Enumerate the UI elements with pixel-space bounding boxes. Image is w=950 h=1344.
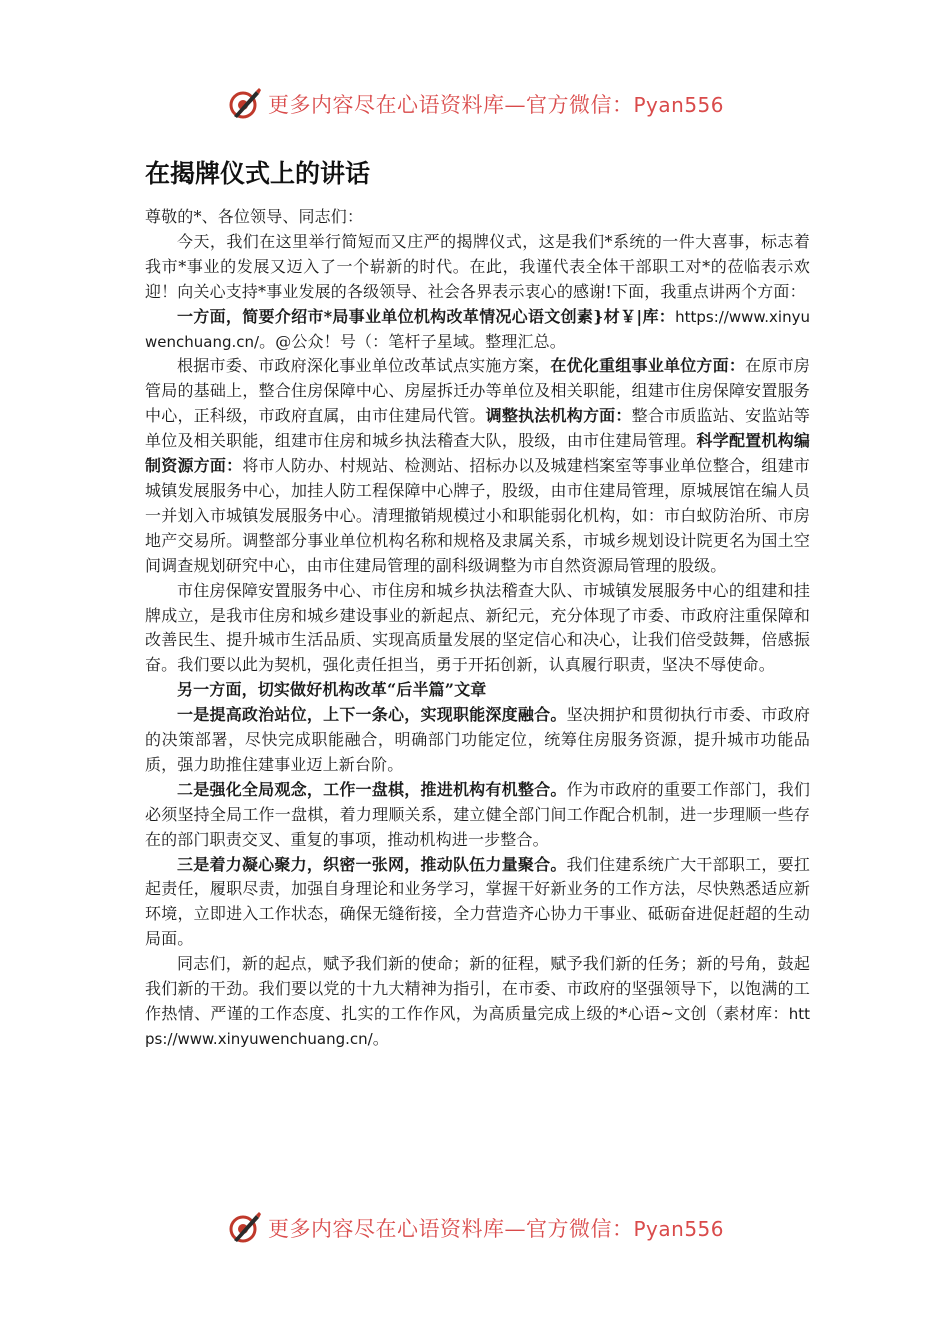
point-two-heading: 二是强化全局观念，工作一盘棋，推进机构有机整合。 — [177, 779, 567, 799]
paragraph-section-one-heading — [145, 305, 810, 355]
banner-text — [268, 89, 724, 119]
reform-intro: 根据市委、市政府深化事业单位改革试点实施方案， — [177, 356, 551, 376]
salutation: 尊敬的*、各位领导、同志们： — [145, 207, 364, 226]
paragraph-point-one — [145, 703, 810, 778]
point-one-heading: 一是提高政治站位，上下一条心，实现职能深度融合。 — [177, 705, 567, 725]
paragraph-opening: 今天，我们在这里举行简短而又庄严的揭牌仪式，这是我们*系统的一件大喜事，标志着我市*事业的发展又迈入了一个崭新的时代。在此，我谨代表全体干部职工对*的莅临表示欢迎！向关心支持*事业发展的各级领导、社会各界表示衷心的感谢!下面，我重点讲两个方面： — [145, 231, 810, 301]
reform-text-staffing: 将市人防办、村规站、检测站、招标办以及城建档案室等事业单位整合，组建市城镇发展服务中心，加挂人防工程保障中心牌子，股级，由市住建局管理，原城展馆在编人员一并划入市城镇发展服务中心。清理撤销规模过小和职能弱化机构，如：市白蚁防治所、市房地产交易所。调整部分事业单位机构名称和规格及隶属关系，市城乡规划设计院更名为国土空间调查规划研究中心，由市住建局管理的副科级调整为市自然资源局管理的股级。 — [145, 456, 810, 575]
footer-watermark-banner — [0, 1208, 950, 1248]
banner-wechat-id: Pyan556 — [633, 1217, 724, 1241]
reform-heading-enforcement: 调整执法机构方面： — [485, 406, 632, 426]
closing-text: 同志们，新的起点，赋予我们新的使命；新的征程，赋予我们新的任务；新的号角，鼓起我们新的干劲。我们要以党的十九大精神为指引，在市委、市政府的坚强领导下，以饱满的工作热情、严谨的工作态度、扎实的工作作风，为高质量完成上级的*心语~文创（素材库： — [145, 954, 810, 1023]
section-one-heading: 一方面，简要介绍市*局事业单位机构改革情况心语文创素}材￥|库： — [177, 306, 676, 326]
speech-body — [145, 205, 810, 1052]
banner-text — [268, 1213, 724, 1243]
banner-wechat-id: Pyan556 — [633, 93, 724, 117]
document-title: 在揭牌仪式上的讲话 — [145, 159, 371, 188]
point-three-text: 我们住建系统广大干部职工，要扛起责任，履职尽责，加强自身理论和业务学习，掌握干好新业务的工作方法，尽快熟悉适应新环境，立即进入工作状态，确保无缝衔接，全力营造齐心协力干事业、砥砺奋进促赶超的生动局面。 — [145, 854, 810, 949]
point-two-text: 作为市政府的重要工作部门，我们必须坚持全局工作一盘棋，着力理顺关系，建立健全部门间工作配合机制，进一步理顺一些存在的部门职责交叉、重复的事项，推动机构进一步整合。 — [145, 779, 810, 849]
header-watermark-banner — [0, 84, 950, 124]
closing-url-link[interactable]: https://www.xinyuwenchuang.cn/ — [145, 1005, 810, 1048]
banner-label: 更多内容尽在心语资料库—官方微信： — [267, 93, 634, 117]
section-two-heading: 另一方面，切实做好机构改革“后半篇”文章 — [177, 680, 487, 700]
reform-heading-staffing: 科学配置机构编制资源方面： — [145, 431, 810, 476]
paragraph-reform-details — [145, 354, 810, 578]
point-one-text: 坚决拥护和贯彻执行市委、市政府的决策部署，尽快完成职能融合，明确部门功能定位，统筹住房服务资源，提升城市功能品质，强力助推住建事业迈上新台阶。 — [145, 705, 810, 774]
banner-content — [226, 86, 724, 122]
closing-end: 。 — [372, 1028, 389, 1048]
paragraph-significance: 市住房保障安置服务中心、市住房和城乡执法稽查大队、市城镇发展服务中心的组建和挂牌成立，是我市住房和城乡建设事业的新起点、新纪元，充分体现了市委、市政府注重保障和改善民生、提升城市生活品质、实现高质量发展的坚定信心和决心，让我们倍受鼓舞，倍感振奋。我们要以此为契机，强化责任担当，勇于开拓创新，认真履行职责，坚决不辱使命。 — [145, 580, 810, 675]
section-one-note: 。@公众！号（：笔杆子星域。整理汇总。 — [259, 331, 566, 351]
pen-circle-logo-icon — [226, 1210, 262, 1246]
point-three-heading: 三是着力凝心聚力，织密一张网，推动队伍力量聚合。 — [177, 854, 567, 874]
reform-text-restructure: 在原市房管局的基础上，整合住房保障中心、房屋拆迁办等单位及相关职能，组建市住房保障安置服务中心，正科级，市政府直属，由市住建局代管。 — [145, 356, 810, 426]
reform-text-enforcement: 整合市质监站、安监站等单位及相关职能，组建市住房和城乡执法稽查大队，股级，由市住建局管理。 — [145, 406, 810, 451]
banner-content — [226, 1210, 724, 1246]
paragraph-closing — [145, 952, 810, 1052]
source-url-link[interactable]: https://www.xinyuwenchuang.cn/ — [145, 307, 810, 351]
pen-circle-logo-icon — [226, 86, 262, 122]
reform-heading-restructure: 在优化重组事业单位方面： — [550, 356, 746, 376]
paragraph-point-three — [145, 853, 810, 953]
paragraph-point-two — [145, 778, 810, 853]
banner-label: 更多内容尽在心语资料库—官方微信： — [267, 1217, 634, 1241]
